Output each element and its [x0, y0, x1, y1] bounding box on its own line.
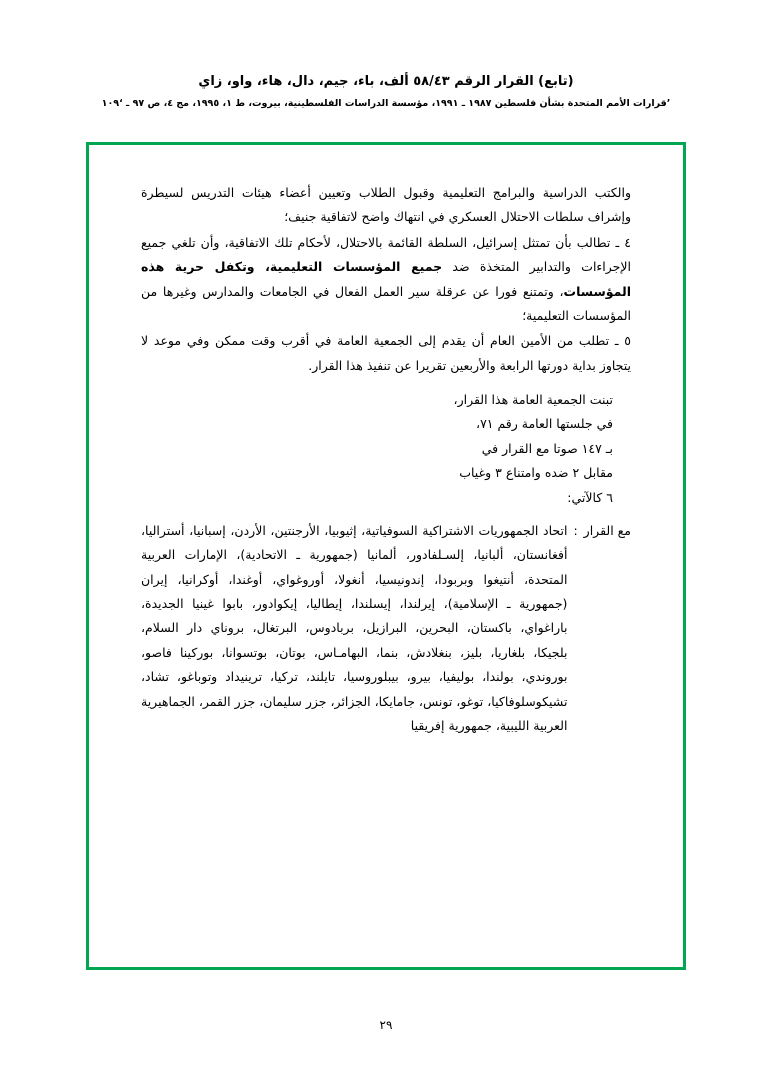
- adoption-line-1: تبنت الجمعية العامة هذا القرار،: [453, 392, 613, 407]
- adoption-block: [141, 388, 631, 510]
- vote-list-colon: :: [573, 522, 578, 538]
- frame-inner: [89, 145, 683, 967]
- clause-4-number: ٤ ـ: [615, 234, 631, 250]
- page-number: ٢٩: [379, 1018, 393, 1032]
- page-header: [0, 72, 772, 109]
- clause-4: [141, 231, 631, 329]
- clause-5: [141, 329, 631, 378]
- spacer: [141, 379, 631, 388]
- clause-4-text-before-bold: تطالب بأن تمتثل إسرائيل، السلطة القائمة بالاحتلال، لأحكام تلك الاتفاقية، وأن تلغي جميع الإجراءات والتدابير المتخذة ضد: [141, 234, 631, 275]
- adoption-line-2: في جلستها العامة رقم ٧١،: [476, 416, 613, 432]
- adoption-line-4: مقابل ٢ ضده وامتناع ٣ وغياب: [459, 465, 613, 481]
- green-content-frame: [86, 142, 686, 970]
- adoption-line-5: ٦ كالآتي:: [567, 489, 613, 505]
- header-title: (تابع) القرار الرقم ٥٨/٤٣ ألف، باء، جيم، دال، هاء، واو، زاي: [198, 74, 574, 89]
- clause-5-number: ٥ ـ: [614, 333, 631, 349]
- vote-list-block: [141, 519, 631, 738]
- vote-list-label: مع القرار: [583, 522, 631, 538]
- spacer-2: [141, 510, 631, 519]
- header-source-line: ʼقرارات الأمم المتحدة بشأن فلسطين ١٩٨٧ ـ ١٩٩١، مؤسسة الدراسات الفلسطينية، بيروت، ط ١، ١٩٩٥، مج ٤، ص ٩٧ ـ ١٠٩ʻ: [101, 97, 671, 109]
- vote-list-countries: اتحاد الجمهوريات الاشتراكية السوفياتية، إثيوبيا، الأرجنتين، الأردن، إسبانيا، أستراليا، أفغانستان، ألبانيا، إلسـلفادور، ألمانيا (جمهورية ـ الاتحادية)، الإمارات العربية المتحدة، أنتيغوا وبربودا، إندونيسيا، أنغولا، أوروغواي، أوغندا، أوكرانيا، إيران (جمهورية ـ الإسلامية)، إيرلندا، إيسلندا، إيطاليا، إيكوادور، بابوا غينيا الجديدة، باراغواي، باكستان، البحرين، البرازيل، بربادوس، البرتغال، بروناي دار السلام، بلجيكا، بلغاريا، بليز، بنغلادش، بنما، البهامـاس، بوتان، بوتسوانا، بوركينا فاصو، بوروندي، بولندا، بوليفيا، بيرو، بيبلوروسيا، تايلند، تركيا، ترينيداد وتوباغو، تشاد، تشيكوسلوفاكيا، توغو، تونس، جامايكا، الجزائر، جزر سليمان، جزر القمر، الجماهيرية العربية الليبية، جمهورية إفريقيا: [141, 522, 568, 733]
- clause-4-bold-text: جميع المؤسسات التعليمية، وتكفل حرية هذه المؤسسات: [141, 259, 631, 299]
- clause-5-text: تطلب من الأمين العام أن يقدم إلى الجمعية العامة في أقرب وقت ممكن وفي موعد لا يتجاوز بداية دورتها الرابعة والأربعين تقريرا عن تنفيذ هذا القرار.: [141, 333, 631, 373]
- clause-4-text-after-bold: ، وتمتنع فورا عن عرقلة سير العمل الفعال في الجامعات والمدارس وغيرها من المؤسسات التعليمية؛: [141, 283, 631, 323]
- paragraph-continuation: والكتب الدراسية والبرامج التعليمية وقبول الطلاب وتعيين أعضاء هيئات التدريس لسيطرة وإشراف سلطات الاحتلال العسكري في انتهاك واضح لاتفاقية جنيف؛: [141, 185, 631, 225]
- adoption-line-3: بـ ١٤٧ صوتا مع القرار في: [481, 440, 613, 456]
